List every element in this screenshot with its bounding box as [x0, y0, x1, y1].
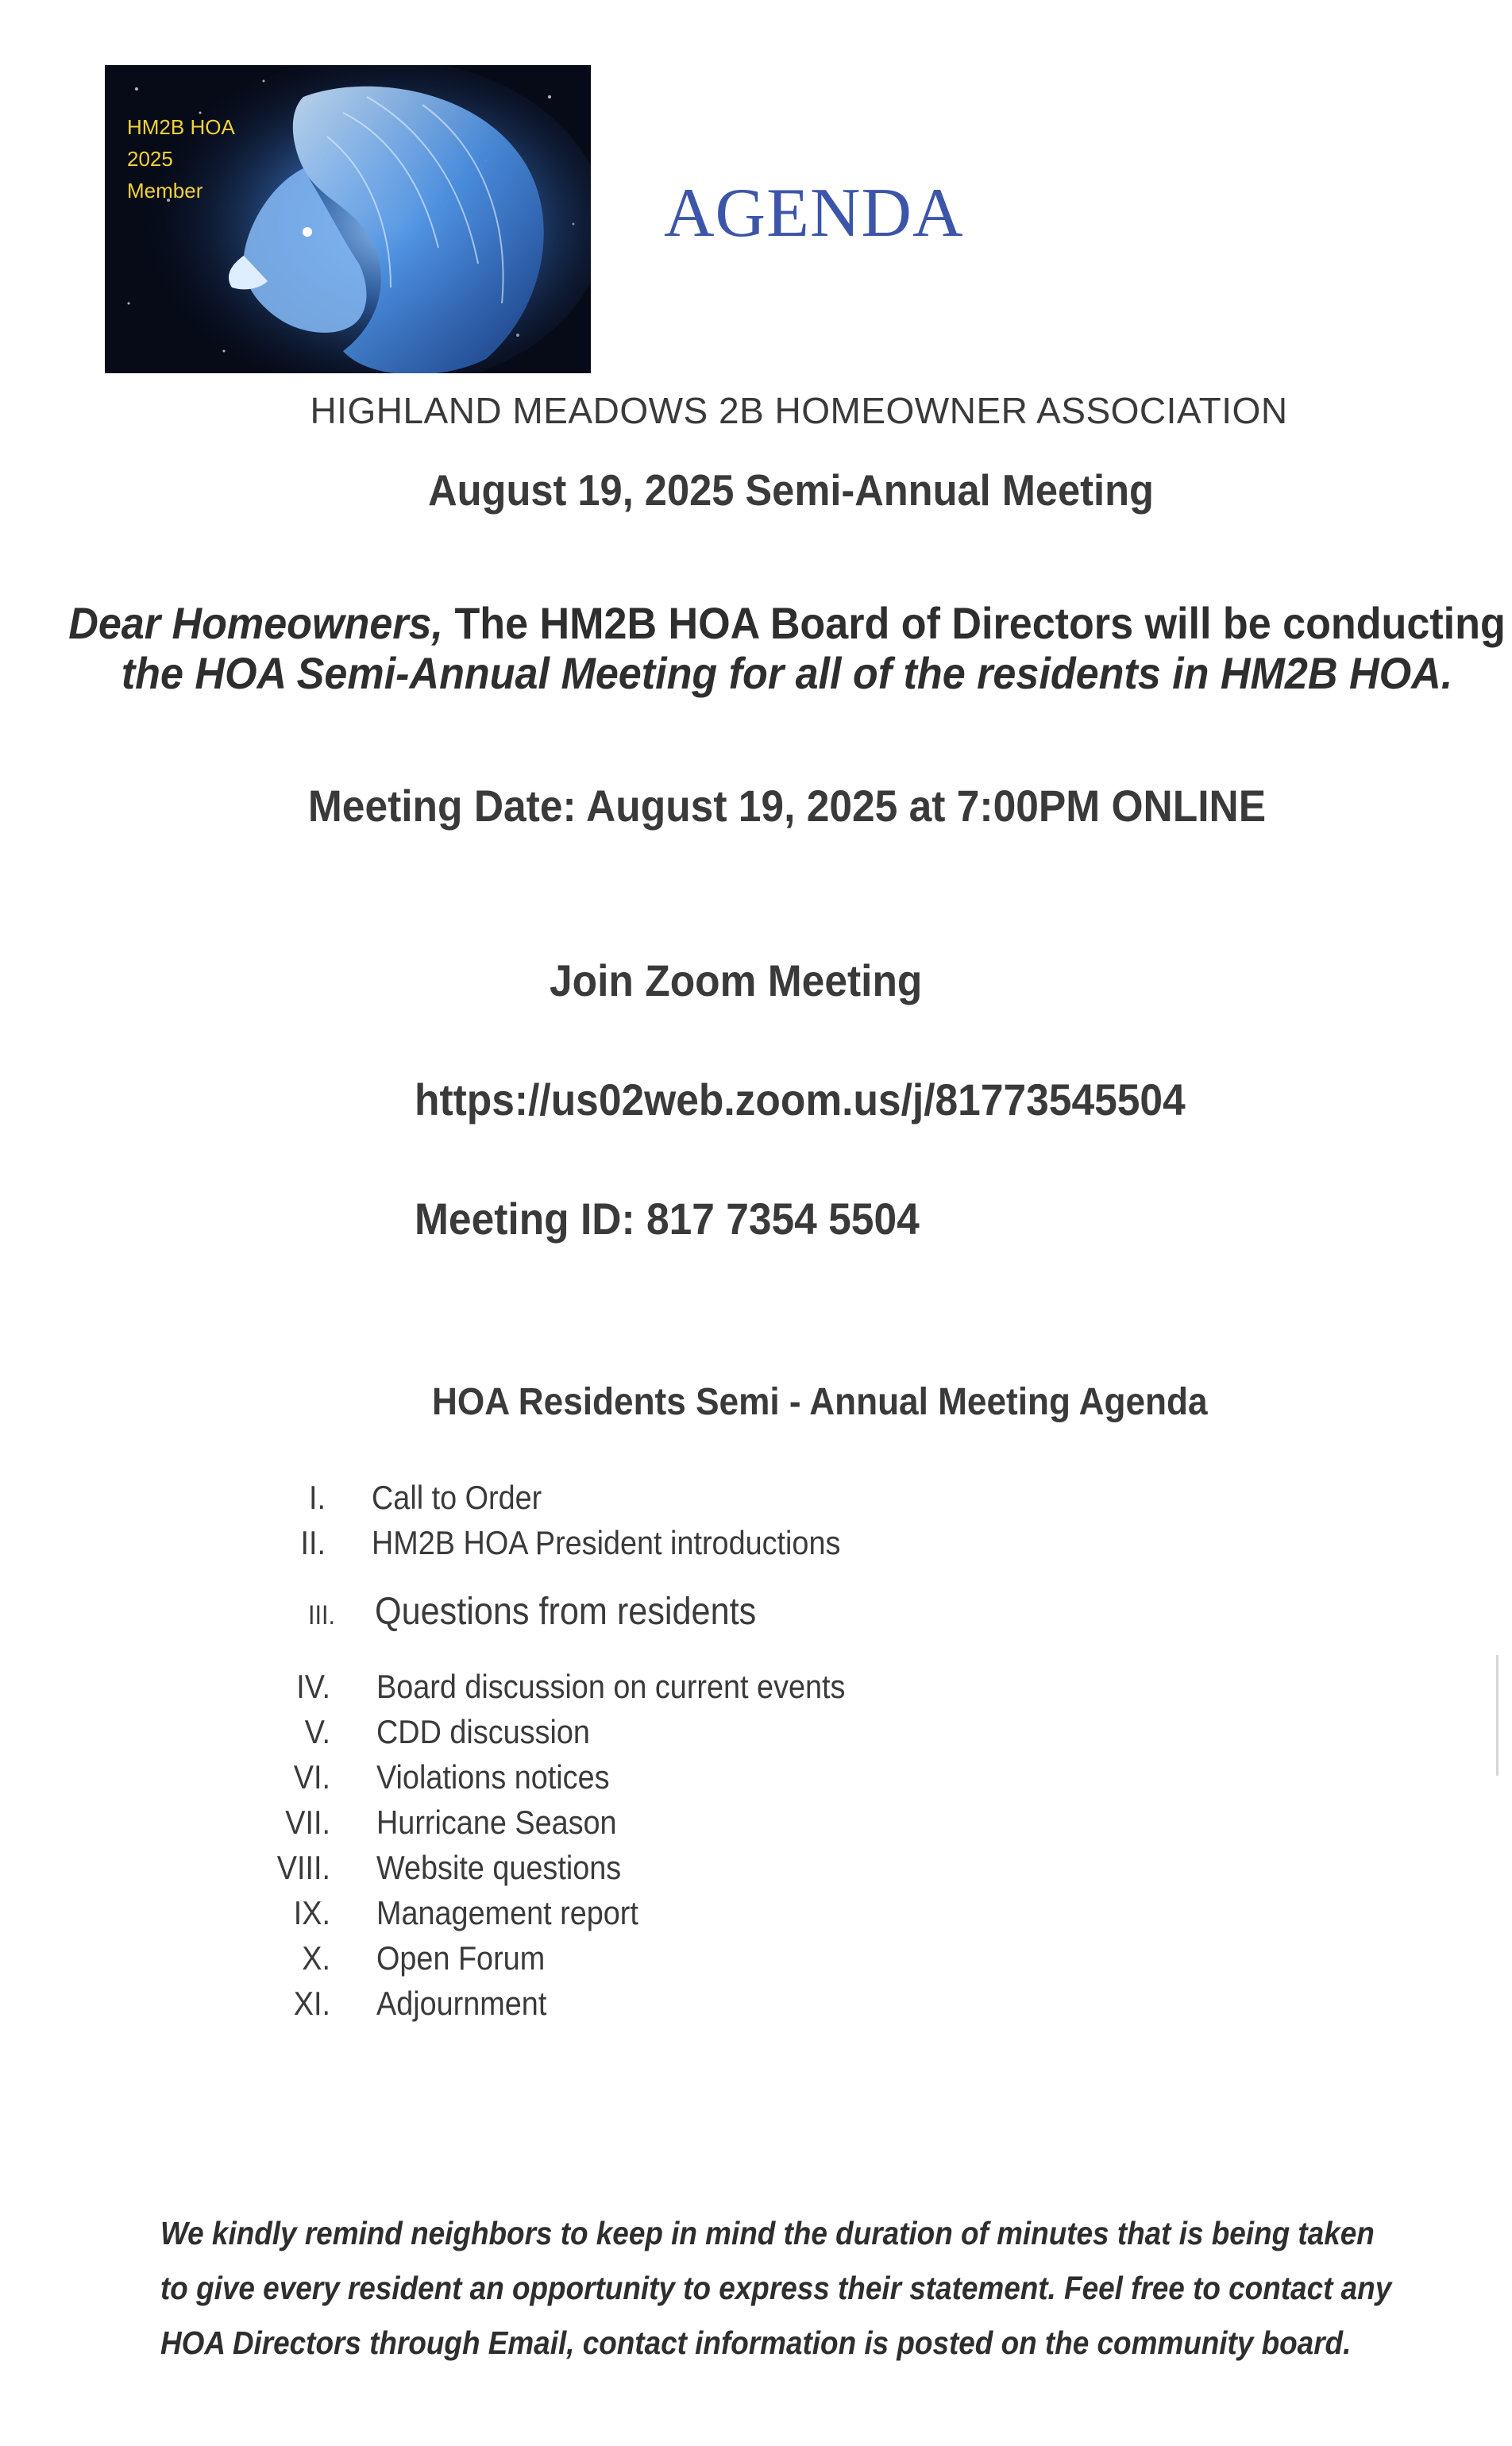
logo-line-3: Member — [127, 179, 203, 203]
agenda-item-number: III. — [307, 1600, 335, 1630]
salutation: Dear Homeowners, — [68, 598, 443, 648]
agenda-item-label: Management report — [376, 1894, 638, 1931]
agenda-item-number: I. — [308, 1479, 326, 1516]
agenda-item-number: X. — [302, 1939, 330, 1977]
agenda-item-number: VI. — [293, 1758, 330, 1796]
zoom-meeting-id: Meeting ID: 817 7354 5504 — [415, 1194, 920, 1244]
footer-reminder — [160, 2206, 1392, 2371]
agenda-item-label: Open Forum — [376, 1939, 546, 1977]
logo-line-1: HM2B HOA — [127, 115, 235, 139]
agenda-item-label: Adjournment — [376, 1985, 547, 2022]
agenda-item-number: II. — [300, 1524, 326, 1561]
agenda-item-number: V. — [304, 1713, 330, 1750]
agenda-item-number: VIII. — [276, 1849, 330, 1886]
agenda-item-number: XI. — [293, 1985, 330, 2022]
member-badge-text — [127, 111, 235, 206]
agenda-item-label: Board discussion on current events — [376, 1668, 846, 1705]
agenda-item-label: Hurricane Season — [376, 1804, 617, 1841]
intro-line-2: the HOA Semi-Annual Meeting for all of the residents in HM2B HOA. — [121, 648, 1453, 698]
organization-name: HIGHLAND MEADOWS 2B HOMEOWNER ASSOCIATION — [310, 390, 1288, 431]
zoom-join-label: Join Zoom Meeting — [550, 955, 923, 1005]
agenda-item-number: IV. — [296, 1668, 330, 1705]
footer-line-2: to give every resident an opportunity to express their statement. Feel free to contact any — [160, 2270, 1392, 2306]
agenda-item-number: IX. — [293, 1894, 330, 1931]
agenda-item-label: Website questions — [376, 1849, 622, 1886]
intro-line-1 — [55, 597, 1512, 649]
intro-line-1-rest: The HM2B HOA Board of Directors will be conducting — [442, 598, 1506, 648]
agenda-item-label: CDD discussion — [376, 1713, 590, 1750]
footer-line-1: We kindly remind neighbors to keep in mind the duration of minutes that is being taken — [160, 2215, 1375, 2251]
agenda-item-label: Violations notices — [376, 1758, 610, 1796]
agenda-item-label: Questions from residents — [375, 1591, 757, 1633]
logo-line-2: 2025 — [127, 147, 173, 171]
agenda-item-label: HM2B HOA President introductions — [372, 1524, 841, 1561]
zoom-link[interactable]: https://us02web.zoom.us/j/81773545504 — [415, 1074, 1186, 1125]
agenda-item-label: Call to Order — [372, 1479, 542, 1516]
member-logo — [105, 65, 591, 373]
footer-line-3: HOA Directors through Email, contact information is posted on the community board. — [160, 2324, 1352, 2361]
agenda-item-number: VII. — [285, 1804, 330, 1841]
agenda-heading: HOA Residents Semi - Annual Meeting Agenda — [432, 1381, 1208, 1423]
page-edge-divider — [1496, 1655, 1498, 1776]
page-title: AGENDA — [664, 175, 964, 252]
meeting-subtitle: August 19, 2025 Semi-Annual Meeting — [428, 465, 1154, 515]
meeting-date: Meeting Date: August 19, 2025 at 7:00PM ONLINE — [307, 781, 1267, 831]
